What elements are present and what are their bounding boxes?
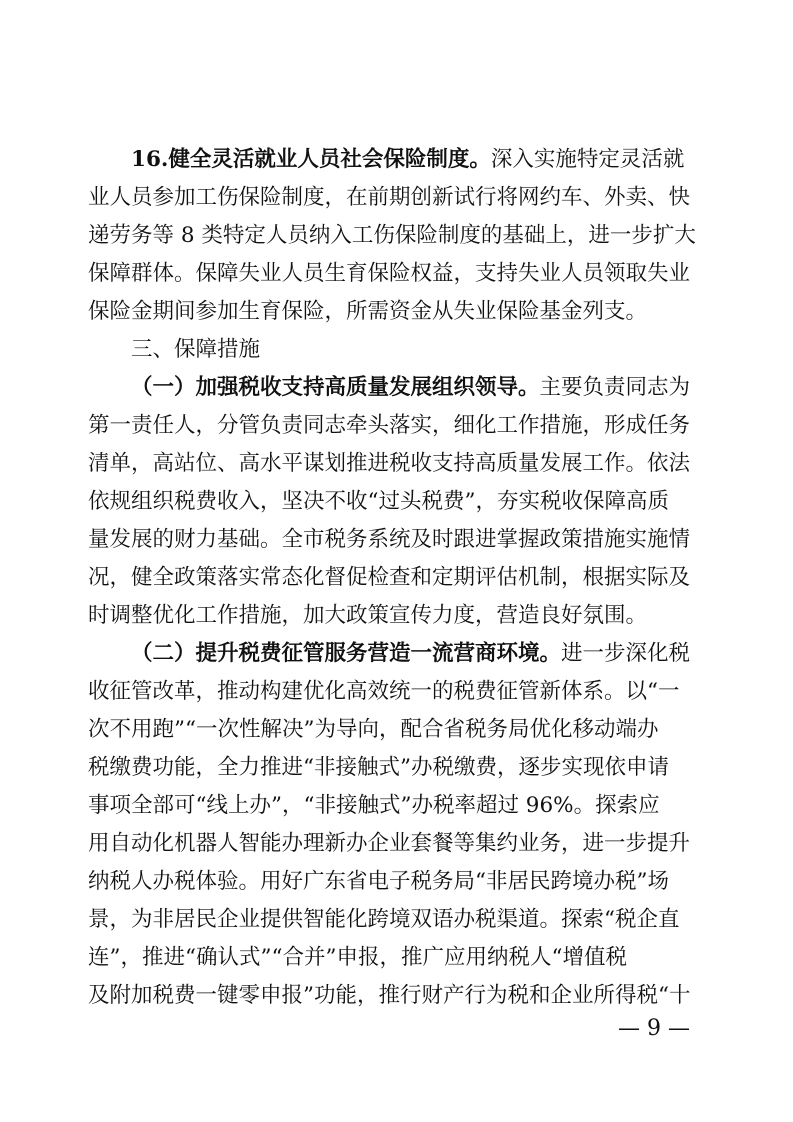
measure-2-line-7: 纳税人办税体验。用好广东省电子税务局“非居民跨境办税”场: [88, 869, 669, 894]
measure-1-line-4: 依规组织税费收入，坚决不收“过头税费”，夯实税收保障高质: [88, 489, 669, 514]
measure-2-line-2: 收征管改革，推动构建优化高效统一的税费征管新体系。以“一: [88, 679, 680, 704]
section-heading: 三、保障措施: [131, 337, 261, 362]
measure-2-line-3: 次不用跑”“一次性解决”为导向，配合省税务局优化移动端办: [88, 717, 659, 742]
measure-2-text: 进一步深化税: [561, 641, 691, 666]
measure-1-line-3: 清单，高站位、高水平谋划推进税收支持高质量发展工作。依法: [88, 451, 691, 476]
paragraph-16-line-5: 保险金期间参加生育保险，所需资金从失业保险基金列支。: [88, 299, 648, 324]
paragraph-16-heading: 16.健全灵活就业人员社会保险制度。: [131, 147, 491, 172]
measure-1-heading: （一）加强税收支持高质量发展组织领导。: [131, 375, 540, 400]
measure-2-line-5: 事项全部可“线上办”，“非接触式”办税率超过 96%。探索应: [88, 793, 660, 818]
measure-2-heading: （二）提升税费征管服务营造一流营商环境。: [131, 641, 562, 666]
measure-2-line-1: [131, 640, 708, 667]
paragraph-16-line-4: 保障群体。保障失业人员生育保险权益，支持失业人员领取失业: [88, 261, 691, 286]
measure-2-line-9: 连”，推进“确认式”“合并”申报，推广应用纳税人“增值税: [88, 945, 627, 970]
paragraph-16-line-2: 业人员参加工伤保险制度，在前期创新试行将网约车、外卖、快: [88, 185, 691, 210]
measure-1-line-6: 况，健全政策落实常态化督促检查和定期评估机制，根据实际及: [88, 565, 691, 590]
page-number: — 9 —: [618, 1016, 690, 1041]
measure-1-line-2: 第一责任人，分管负责同志牵头落实，细化工作措施，形成任务: [88, 413, 691, 438]
measure-2-line-6: 用自动化机器人智能办理新办企业套餐等集约业务，进一步提升: [88, 831, 691, 856]
measure-2-line-8: 景，为非居民企业提供智能化跨境双语办税渠道。探索“税企直: [88, 907, 680, 932]
measure-1-line-1: [131, 374, 708, 401]
paragraph-16-line-3: 递劳务等 8 类特定人员纳入工伤保险制度的基础上，进一步扩大: [88, 223, 696, 248]
measure-1-text: 主要负责同志为: [539, 375, 691, 400]
measure-2-line-10: 及附加税费一键零申报”功能，推行财产行为税和企业所得税“十: [88, 983, 691, 1008]
measure-1-line-5: 量发展的财力基础。全市税务系统及时跟进掌握政策措施实施情: [88, 527, 691, 552]
paragraph-16-text: 深入实施特定灵活就: [490, 147, 685, 172]
measure-1-line-7: 时调整优化工作措施，加大政策宣传力度，营造良好氛围。: [88, 603, 648, 628]
measure-2-line-4: 税缴费功能，全力推进“非接触式”办税缴费，逐步实现依申请: [88, 755, 669, 780]
paragraph-16-line-1: [131, 146, 708, 173]
